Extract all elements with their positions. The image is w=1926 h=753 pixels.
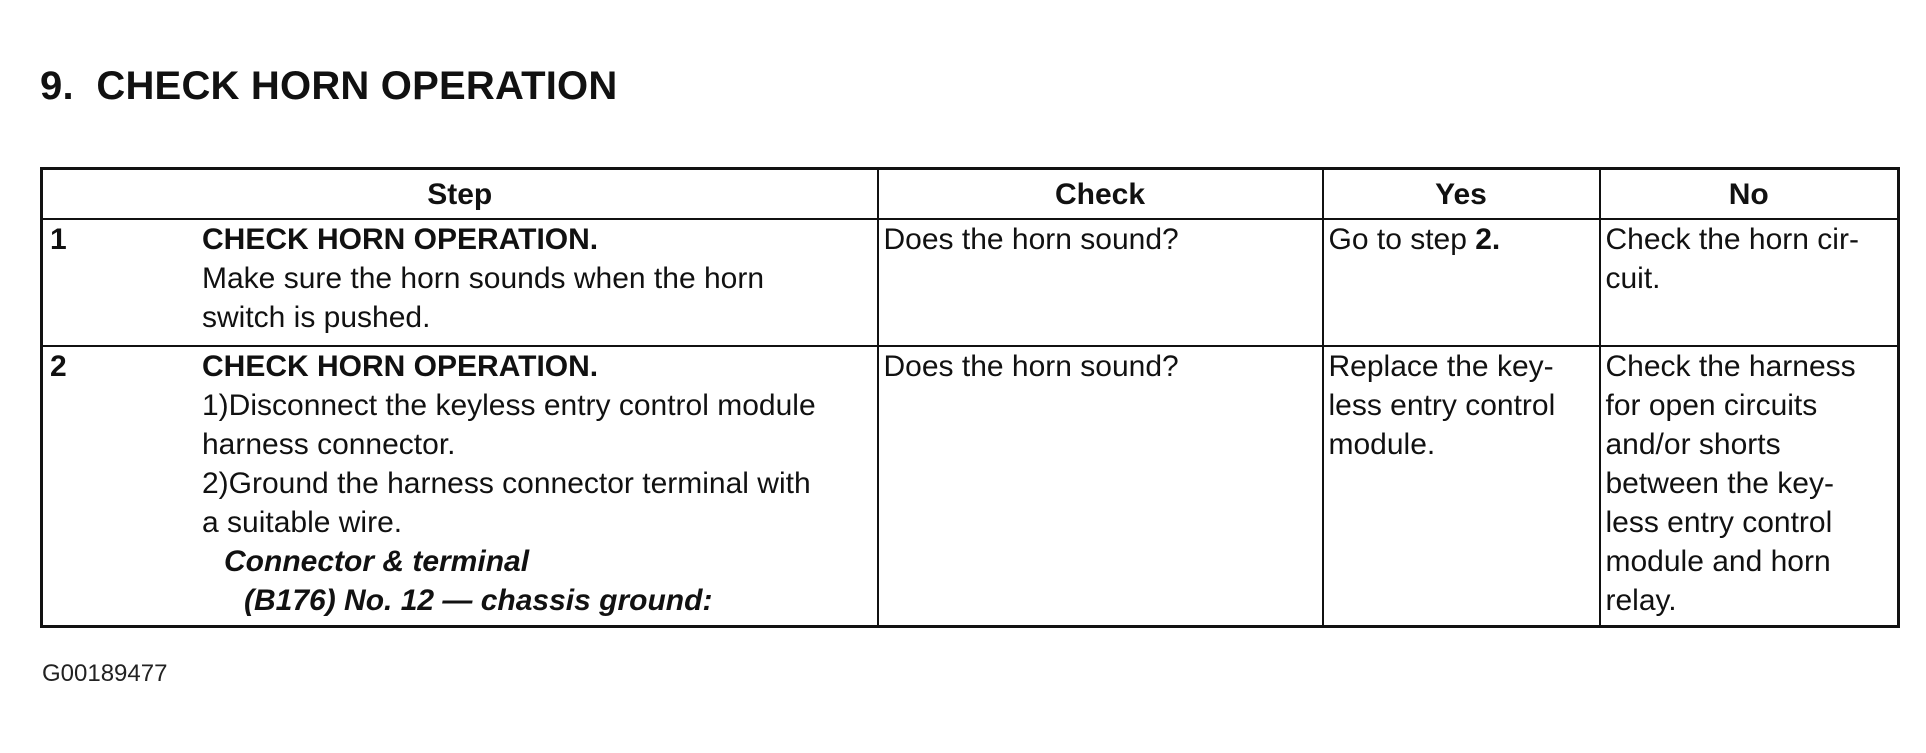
table-row (42, 346, 1899, 627)
step-instruction-line: switch is pushed. (202, 301, 431, 334)
no-action-line: module and horn (1605, 545, 1831, 578)
yes-step-ref: 2. (1475, 223, 1501, 256)
step-heading: CHECK HORN OPERATION. (202, 350, 599, 383)
header-check: Check (878, 169, 1323, 220)
check-cell (878, 346, 1323, 627)
yes-action-text: Go to step (1328, 223, 1476, 256)
yes-action-line: less entry control (1328, 389, 1556, 422)
no-action-line: Check the horn cir- (1605, 223, 1859, 256)
no-action-line: relay. (1605, 584, 1677, 617)
check-question: Does the horn sound? (883, 223, 1179, 256)
header-step: Step (42, 169, 878, 220)
no-cell (1600, 219, 1899, 346)
table-row (42, 219, 1899, 346)
step-heading: CHECK HORN OPERATION. (202, 223, 599, 256)
step-number: 1 (50, 223, 67, 256)
step-instruction-line: 2)Ground the harness connector terminal with (202, 467, 811, 500)
header-yes: Yes (1323, 169, 1600, 220)
step-cell (42, 346, 878, 627)
no-action-line: less entry control (1605, 506, 1833, 539)
step-instruction-line: 1)Disconnect the keyless entry control module (202, 389, 816, 422)
page-title: 9. CHECK HORN OPERATION (40, 64, 618, 108)
yes-cell (1323, 219, 1600, 346)
step-cell (42, 219, 878, 346)
no-action-line: cuit. (1605, 262, 1661, 295)
step-instruction-line: a suitable wire. (202, 506, 403, 539)
no-cell (1600, 346, 1899, 627)
step-instruction-line: Make sure the horn sounds when the horn (202, 262, 765, 295)
no-action-line: for open circuits (1605, 389, 1818, 422)
yes-cell (1323, 346, 1600, 627)
table-header-row (42, 169, 1899, 220)
no-action-line: Check the harness (1605, 350, 1856, 383)
yes-action-line: module. (1328, 428, 1436, 461)
step-instruction-line: harness connector. (202, 428, 456, 461)
header-no: No (1600, 169, 1899, 220)
check-question: Does the horn sound? (883, 350, 1179, 383)
document-id: G00189477 (42, 660, 168, 687)
yes-action-line: Replace the key- (1328, 350, 1554, 383)
step-number: 2 (50, 350, 67, 383)
no-action-line: between the key- (1605, 467, 1834, 500)
connector-spec-value: (B176) No. 12 — chassis ground: (244, 584, 713, 617)
diagnostic-table (40, 167, 1900, 628)
check-cell (878, 219, 1323, 346)
connector-spec-label: Connector & terminal (224, 545, 530, 578)
no-action-line: and/or shorts (1605, 428, 1781, 461)
